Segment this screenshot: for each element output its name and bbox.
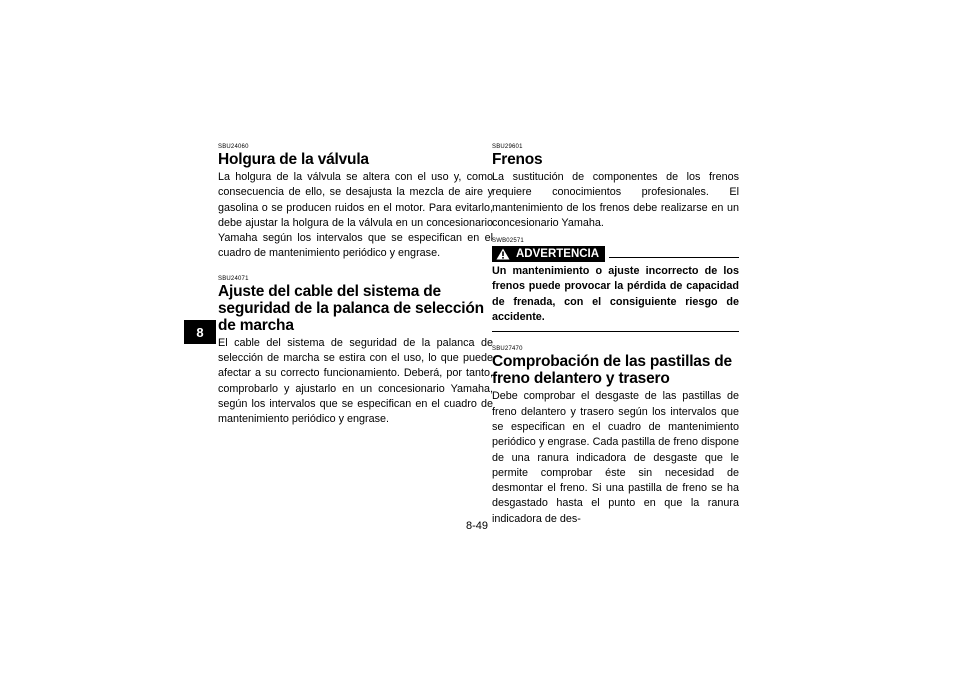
section-body: La sustitución de componentes de los frenos requiere conocimientos profesionales. El mantenimiento de los frenos debe realizarse en un concesionario Yamaha. bbox=[492, 171, 739, 229]
warning-code: SWB02571 bbox=[492, 238, 524, 245]
left-column bbox=[218, 143, 493, 428]
section-title: Comprobación de las pastillas de freno delantero y trasero bbox=[492, 353, 732, 388]
section-valve-clearance bbox=[218, 143, 493, 262]
warning-badge bbox=[492, 246, 605, 262]
section-code: SBU24071 bbox=[218, 275, 249, 282]
section-safety-cable bbox=[218, 275, 493, 428]
section-body: El cable del sistema de seguridad de la palanca de selección de marcha se estira con el uso, lo que puede afectar a su correcto funcionamiento. Deberá, por tanto, comprobarlo y ajustarlo en un concesionario Yamaha, según los intervalos que se especifican en el cuadro de mantenimiento periódico y engrase. bbox=[218, 336, 493, 426]
warning-box bbox=[492, 237, 739, 332]
warning-rule bbox=[609, 257, 739, 258]
section-title: Ajuste del cable del sistema de seguridad de la palanca de selección de marcha bbox=[218, 282, 484, 334]
chapter-tab: 8 bbox=[184, 320, 216, 344]
warning-triangle-icon bbox=[496, 248, 510, 260]
section-brakes bbox=[492, 143, 739, 231]
section-title: Frenos bbox=[492, 151, 543, 168]
warning-label: ADVERTENCIA bbox=[516, 248, 600, 261]
section-code: SBU24060 bbox=[218, 144, 249, 150]
section-title: Holgura de la válvula bbox=[218, 151, 369, 168]
warning-header bbox=[492, 246, 739, 262]
page-number: 8-49 bbox=[466, 520, 489, 532]
section-brake-pads bbox=[492, 345, 739, 527]
warning-text: Un mantenimiento o ajuste incorrecto de los frenos puede provocar la pérdida de capacidad de frenada, con el consiguiente riesgo de accidente. bbox=[492, 265, 739, 324]
section-code: SBU29601 bbox=[492, 144, 523, 150]
section-body: La holgura de la válvula se altera con el uso y, como consecuencia de ello, se desajusta la mezcla de aire y gasolina o se producen ruidos en el motor. Para evitarlo, debe ajustar la holgura de la válvula en un concesionario Yamaha según los intervalos que se especifican en el cuadro de mantenimiento periódico y engrase. bbox=[218, 171, 493, 260]
section-body: Debe comprobar el desgaste de las pastillas de freno delantero y trasero según los intervalos que se especifican en el cuadro de mantenimiento periódico y engrase. Cada pastilla de freno dispone de una ranura indicadora de desgaste que le permite comprobar éste sin necesidad de desmontar el freno. Si una pastilla de freno se ha desgastado hasta el punto en que la ranura indicadora de des- bbox=[492, 390, 739, 525]
right-column bbox=[492, 143, 739, 527]
section-code: SBU27470 bbox=[492, 346, 523, 353]
